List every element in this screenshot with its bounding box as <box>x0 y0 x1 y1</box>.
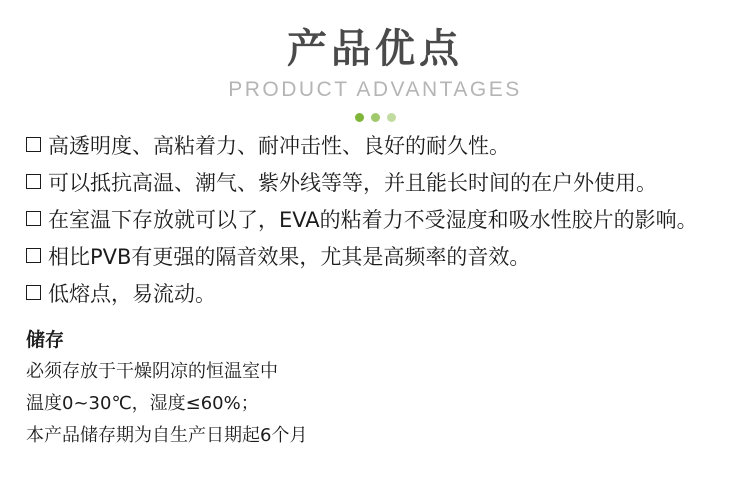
checkbox-icon <box>26 137 41 152</box>
dot-icon-2 <box>371 113 380 122</box>
list-item-text: 可以抵抗高温、潮气、紫外线等等，并且能长时间的在户外使用。 <box>48 171 657 195</box>
decorative-dots <box>0 113 750 122</box>
list-item-text: 在室温下存放就可以了，EVA的粘着力不受湿度和吸水性胶片的影响。 <box>48 208 698 232</box>
list-item <box>26 247 724 268</box>
list-item <box>26 284 724 305</box>
storage-line: 本产品储存期为自生产日期起6个月 <box>26 425 308 446</box>
list-item-text: 相比PVB有更强的隔音效果，尤其是高频率的音效。 <box>48 245 531 269</box>
page-header <box>0 0 750 122</box>
advantages-list <box>0 136 750 305</box>
storage-line: 温度0~30℃，湿度≤60%； <box>26 393 259 414</box>
checkbox-icon <box>26 174 41 189</box>
storage-section <box>0 325 750 445</box>
list-item <box>26 173 724 194</box>
page-title-en: PRODUCT ADVANTAGES <box>228 78 522 101</box>
list-item-text: 高透明度、高粘着力、耐冲击性、良好的耐久性。 <box>48 134 510 158</box>
list-item-text: 低熔点，易流动。 <box>48 282 216 306</box>
checkbox-icon <box>26 285 41 300</box>
checkbox-icon <box>26 248 41 263</box>
page-title-cn: 产品优点 <box>287 26 463 72</box>
checkbox-icon <box>26 211 41 226</box>
list-item <box>26 210 724 231</box>
dot-icon-3 <box>387 113 396 122</box>
storage-heading: 储存 <box>26 329 65 351</box>
dot-icon-1 <box>355 113 364 122</box>
list-item <box>26 136 724 157</box>
storage-line: 必须存放于干燥阴凉的恒温室中 <box>26 361 278 382</box>
